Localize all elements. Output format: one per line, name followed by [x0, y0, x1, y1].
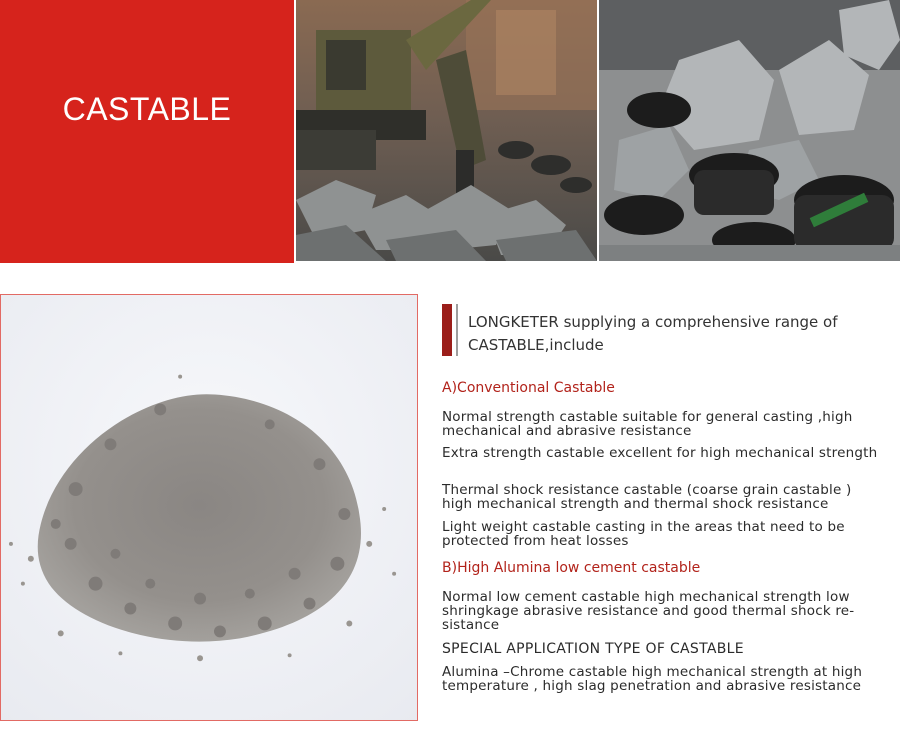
- accent-bar: [442, 304, 452, 356]
- castable-powder-photo: [0, 294, 418, 721]
- special-application-heading: SPECIAL APPLICATION TYPE OF CASTABLE: [442, 641, 744, 657]
- castable-description: [442, 304, 882, 694]
- section-a-heading: A)Conventional Castable: [442, 380, 615, 396]
- rubble-image: [599, 0, 900, 261]
- section-a-item: Normal strength castable suitable for general casting ,high mechanical and abrasive resistance: [442, 409, 853, 439]
- title-block: [0, 0, 294, 263]
- section-a-item: Light weight castable casting in the areas that need to be protected from heat losses: [442, 519, 845, 549]
- page-title: CASTABLE: [62, 91, 232, 127]
- accent-line: [456, 304, 458, 356]
- excavator-photo: [296, 0, 597, 261]
- top-banner: [0, 0, 900, 263]
- section-b-item: Normal low cement castable high mechanical strength low shringkage abrasive resistance and good thermal shock re-sistance: [442, 589, 855, 633]
- special-application-item: Alumina –Chrome castable high mechanical strength at high temperature , high slag penetration and abrasive resistance: [442, 664, 863, 694]
- intro-text: LONGKETER supplying a comprehensive range of CASTABLE,include: [468, 313, 838, 354]
- section-a-item: Thermal shock resistance castable (coarse grain castable ) high mechanical strength and thermal shock resistance: [442, 482, 852, 512]
- powder-pile-image: [1, 295, 417, 720]
- excavator-image: [296, 0, 597, 261]
- section-b-heading: B)High Alumina low cement castable: [442, 560, 701, 576]
- rubble-photo: [599, 0, 900, 261]
- section-a-item: Extra strength castable excellent for high mechanical strength: [442, 445, 878, 461]
- intro-block: [442, 304, 882, 357]
